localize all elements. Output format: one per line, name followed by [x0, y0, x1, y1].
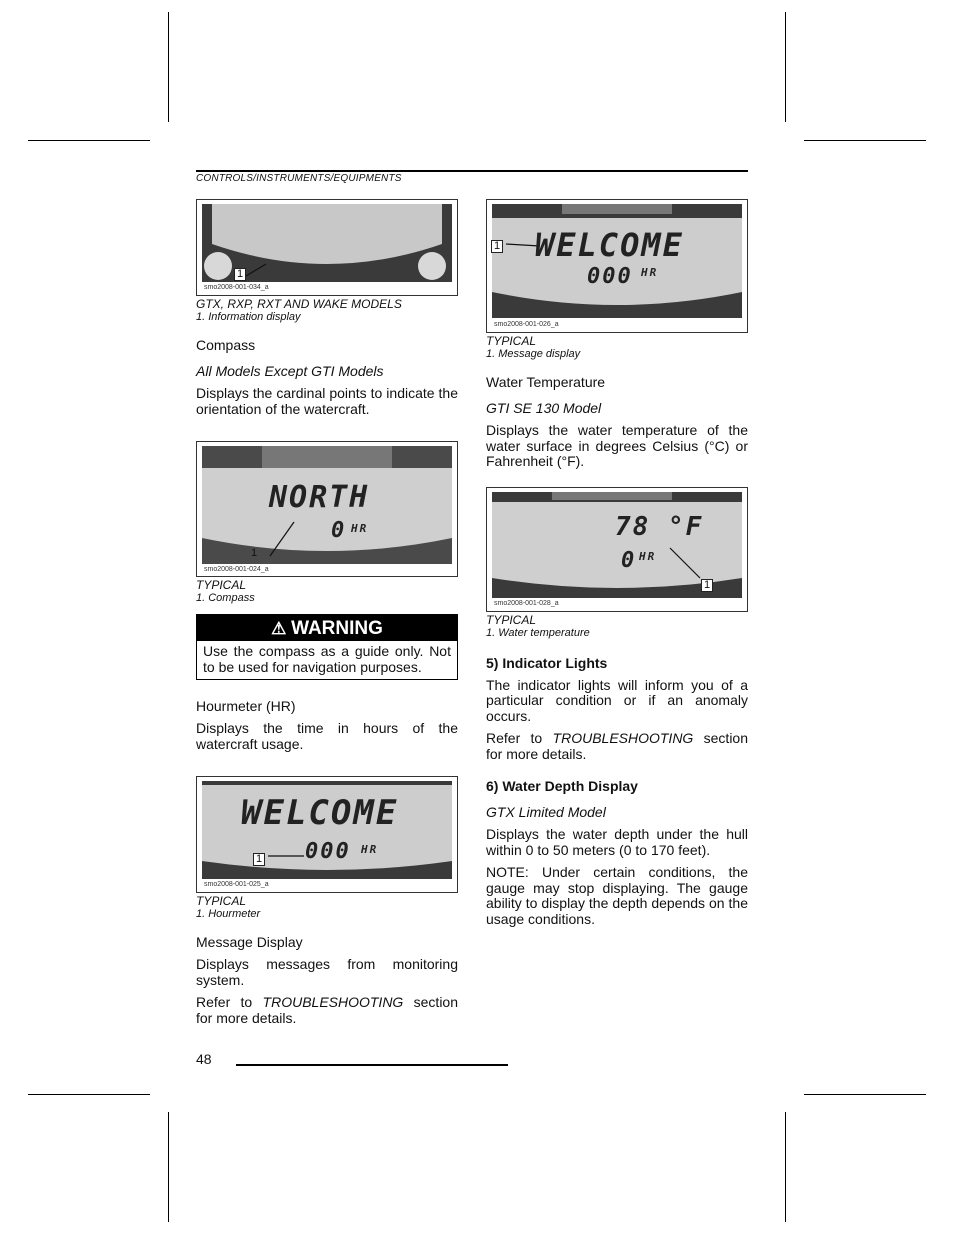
figure-legend: 1. Hourmeter	[196, 908, 261, 920]
lcd-unit-text: HR	[639, 549, 657, 563]
left-column	[196, 199, 458, 1026]
figure-legend: 1. Information display	[196, 311, 301, 323]
indicator-paragraph: The indicator lights will inform you of a particular condition or if an anomaly occurs.	[486, 676, 748, 724]
running-header: CONTROLS/INSTRUMENTS/EQUIPMENTS	[196, 173, 402, 184]
callout-number: 1	[491, 240, 503, 253]
water-temp-paragraph: Displays the water temperature of the water surface in degrees Celsius (°C) or Fahrenheit (°F).	[486, 422, 748, 469]
crop-mark	[28, 140, 150, 141]
compass-paragraph: Displays the cardinal points to indicate the orientation of the watercraft.	[196, 385, 458, 417]
right-column	[486, 199, 748, 927]
warning-box	[196, 614, 458, 680]
message-paragraph: Displays messages from monitoring system.	[196, 956, 458, 988]
figure-caption: TYPICAL	[486, 612, 537, 627]
crop-mark	[804, 1094, 926, 1095]
section-title-compass: Compass	[196, 337, 256, 353]
note-text: Under certain conditions, the gauge may stop displaying. The gauge ability to display the depth depends on the usage conditions.	[486, 864, 748, 927]
ref-text: Refer to	[486, 730, 543, 746]
callout-number: 1	[251, 547, 258, 559]
lcd-sub-text: 0	[621, 547, 637, 573]
callout-number: 1	[234, 268, 246, 281]
section-title-water-depth: 6) Water Depth Display	[486, 778, 638, 794]
crop-mark	[785, 1112, 786, 1222]
depth-paragraph: Displays the water depth under the hull within 0 to 50 meters (0 to 170 feet).	[486, 826, 748, 858]
section-title-message: Message Display	[196, 934, 303, 950]
crop-mark	[168, 1112, 169, 1222]
crop-mark	[28, 1094, 150, 1095]
figure-code: smo2008-001-034_a	[204, 284, 269, 291]
header-rule	[196, 170, 748, 172]
section-title-indicator-lights: 5) Indicator Lights	[486, 654, 608, 671]
hourmeter-paragraph: Displays the time in hours of the watercraft usage.	[196, 720, 458, 752]
warning-text: Use the compass as a guide only. Not to be used for navigation purposes.	[203, 643, 451, 675]
lcd-sub-text: 000	[587, 264, 633, 289]
warning-title: WARNING	[291, 618, 383, 639]
lcd-unit-text: HR	[641, 266, 659, 279]
page-number: 48	[196, 1051, 212, 1067]
figure-legend: 1. Water temperature	[486, 626, 590, 639]
note-paragraph	[486, 865, 748, 927]
callout-number: 1	[701, 579, 713, 592]
figure-code: smo2008-001-028_a	[494, 599, 559, 607]
crop-mark	[168, 12, 169, 122]
figure-message-display	[486, 199, 748, 333]
section-title-hourmeter: Hourmeter (HR)	[196, 698, 296, 714]
figure-caption: TYPICAL	[486, 334, 537, 348]
note-label: NOTE:	[486, 864, 529, 880]
figure-legend: 1. Compass	[196, 592, 255, 604]
ref-text: section for more details.	[196, 994, 458, 1026]
lcd-main-text: WELCOME	[241, 793, 399, 833]
crop-mark	[785, 12, 786, 122]
figure-information-display	[196, 199, 458, 296]
lcd-main-text: NORTH	[269, 480, 370, 515]
lcd-unit-text: HR	[351, 522, 369, 535]
lcd-unit-text: HR	[361, 843, 379, 856]
lcd-main-text: WELCOME	[535, 226, 684, 264]
figure-caption: GTX, RXP, RXT AND WAKE MODELS	[196, 297, 402, 311]
figure-legend: 1. Message display	[486, 348, 581, 360]
warning-header	[197, 615, 457, 641]
ref-section-link: TROUBLESHOOTING	[552, 730, 694, 746]
ref-text: section for more details.	[486, 730, 748, 762]
figure-hourmeter	[196, 776, 458, 893]
ref-text: Refer to	[196, 994, 253, 1010]
figure-compass	[196, 441, 458, 577]
figure-caption: TYPICAL	[196, 578, 247, 592]
subtitle-gti-model: GTI SE 130 Model	[486, 400, 602, 416]
figure-water-temperature	[486, 487, 748, 612]
lcd-sub-text: 0	[331, 518, 347, 543]
figure-caption: TYPICAL	[196, 894, 247, 908]
indicator-reference	[486, 731, 748, 762]
callout-number: 1	[253, 853, 265, 866]
subtitle-gtx-limited: GTX Limited Model	[486, 804, 606, 820]
ref-section-link: TROUBLESHOOTING	[262, 994, 404, 1010]
warning-icon: ⚠	[271, 619, 292, 638]
figure-code: smo2008-001-024_a	[204, 566, 269, 573]
lcd-sub-text: 000	[305, 839, 351, 864]
lcd-main-text: 78 °F	[615, 511, 704, 542]
figure-code: smo2008-001-026_a	[494, 321, 559, 328]
message-reference	[196, 995, 458, 1026]
subtitle-models: All Models Except GTI Models	[196, 363, 384, 379]
figure-code: smo2008-001-025_a	[204, 881, 269, 888]
crop-mark	[804, 140, 926, 141]
section-title-water-temp: Water Temperature	[486, 374, 606, 390]
footer-rule	[236, 1064, 508, 1066]
